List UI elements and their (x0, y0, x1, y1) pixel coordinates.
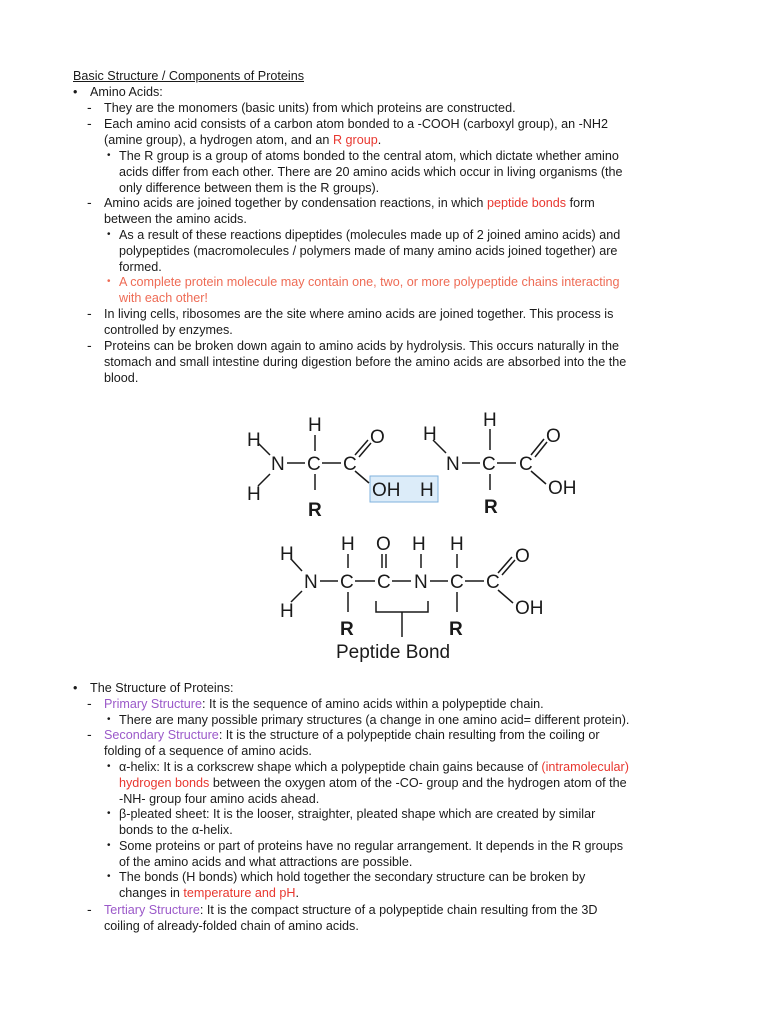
atom-c: C (450, 572, 464, 593)
atom-h: H (247, 484, 261, 505)
atom-h: H (423, 424, 437, 445)
list-item: - In living cells, ribosomes are the site where amino acids are joined together. This process is (87, 305, 614, 321)
atom-h: H (308, 415, 322, 436)
sub-item-highlight: • A complete protein molecule may contain one, two, or more polypeptide chains interacting (107, 275, 620, 289)
sub-item: • Some proteins or part of proteins have no regular arrangement. It depends in the R groups (107, 839, 624, 853)
sub-item: • α-helix: It is a corkscrew shape which a polypeptide chain gains because of (intramolecular) (107, 760, 629, 774)
sub-item: • The R group is a group of atoms bonded to the central atom, which dictate whether amino (107, 149, 619, 163)
list-item: - Amino acids are joined together by condensation reactions, in which peptide bonds form (87, 194, 595, 210)
list-item-cont: between the amino acids. (104, 212, 247, 226)
list-item: - Tertiary Structure: It is the compact structure of a polypeptide chain resulting from the 3D (87, 901, 598, 917)
group-oh: OH (548, 478, 577, 499)
sub-item-cont: polypeptides (macromolecules / polymers made of many amino acids joined together) are (119, 244, 618, 258)
sub-item-cont: changes in temperature and pH. (119, 886, 299, 900)
sub-item-cont: bonds to the α-helix. (119, 823, 233, 837)
sub-item-cont: -NH- group four amino acids ahead. (119, 792, 320, 806)
peptide-bond-label: Peptide Bond (336, 642, 451, 663)
sub-item-cont: only difference between them is the R groups). (119, 181, 380, 195)
sub-item-cont: with each other! (119, 291, 208, 305)
atom-h: H (280, 601, 294, 622)
r-group: R (484, 497, 498, 518)
list-item: - Proteins can be broken down again to amino acids by hydrolysis. This occurs naturally in the (87, 337, 619, 353)
list-item-cont: stomach and small intestine during digestion before the amino acids are absorbed into the the (104, 355, 627, 369)
atom-h: H (483, 410, 497, 431)
bullet-structure: • The Structure of Proteins: (73, 681, 234, 695)
r-group: R (308, 500, 322, 521)
sub-item: • As a result of these reactions dipeptides (molecules made up of 2 joined amino acids) and (107, 228, 621, 242)
atom-o: O (515, 546, 530, 567)
atom-h: H (450, 534, 464, 555)
sub-item-cont: formed. (119, 260, 162, 274)
list-item-cont: (amine group), a hydrogen atom, and an R group. (104, 133, 382, 147)
sub-item-cont: of the amino acids and what attractions are possible. (119, 855, 413, 869)
atom-c: C (377, 572, 391, 593)
list-item-cont: blood. (104, 371, 139, 385)
atom-o: O (370, 427, 385, 448)
sub-item: • β-pleated sheet: It is the looser, straighter, pleated shape which are created by similar (107, 807, 596, 821)
atom-c: C (486, 572, 500, 593)
atom-h: H (412, 534, 426, 555)
atom-h: H (247, 430, 261, 451)
list-item: - They are the monomers (basic units) from which proteins are constructed. (87, 99, 516, 115)
atom-n: N (446, 454, 460, 475)
list-item: - Each amino acid consists of a carbon atom bonded to a -COOH (carboxyl group), an -NH2 (87, 115, 608, 131)
atom-n: N (304, 572, 318, 593)
sub-item: • The bonds (H bonds) which hold together the secondary structure can be broken by (107, 870, 586, 884)
atom-c: C (519, 454, 533, 475)
page-title: Basic Structure / Components of Proteins (73, 69, 304, 83)
peptide-bond-diagram (235, 405, 595, 665)
r-group: R (449, 619, 463, 640)
atom-o: O (546, 426, 561, 447)
list-item-cont: folding of a sequence of amino acids. (104, 744, 312, 758)
peptide-bond-bracket (376, 601, 428, 612)
list-item: - Primary Structure: It is the sequence of amino acids within a polypeptide chain. (87, 695, 544, 711)
list-item-cont: coiling of already-folded chain of amino acids. (104, 919, 359, 933)
atom-c: C (307, 454, 321, 475)
list-item-cont: controlled by enzymes. (104, 323, 233, 337)
group-oh: OH (515, 598, 544, 619)
sub-item-cont: acids differ from each other. There are 20 amino acids which occur in living organisms (the (119, 165, 623, 179)
group-oh: OH (372, 480, 401, 501)
atom-h: H (341, 534, 355, 555)
atom-c: C (482, 454, 496, 475)
atom-n: N (414, 572, 428, 593)
bullet-amino-acids: • Amino Acids: (73, 85, 163, 99)
atom-c: C (343, 454, 357, 475)
sub-item: • There are many possible primary structures (a change in one amino acid= different protein). (107, 713, 630, 727)
r-group: R (340, 619, 354, 640)
atom-h: H (420, 480, 434, 501)
atom-c: C (340, 572, 354, 593)
atom-n: N (271, 454, 285, 475)
atom-o: O (376, 534, 391, 555)
sub-item-cont: hydrogen bonds between the oxygen atom of the -CO- group and the hydrogen atom of the (119, 776, 627, 790)
atom-h: H (280, 544, 294, 565)
list-item: - Secondary Structure: It is the structure of a polypeptide chain resulting from the coiling or (87, 726, 600, 742)
